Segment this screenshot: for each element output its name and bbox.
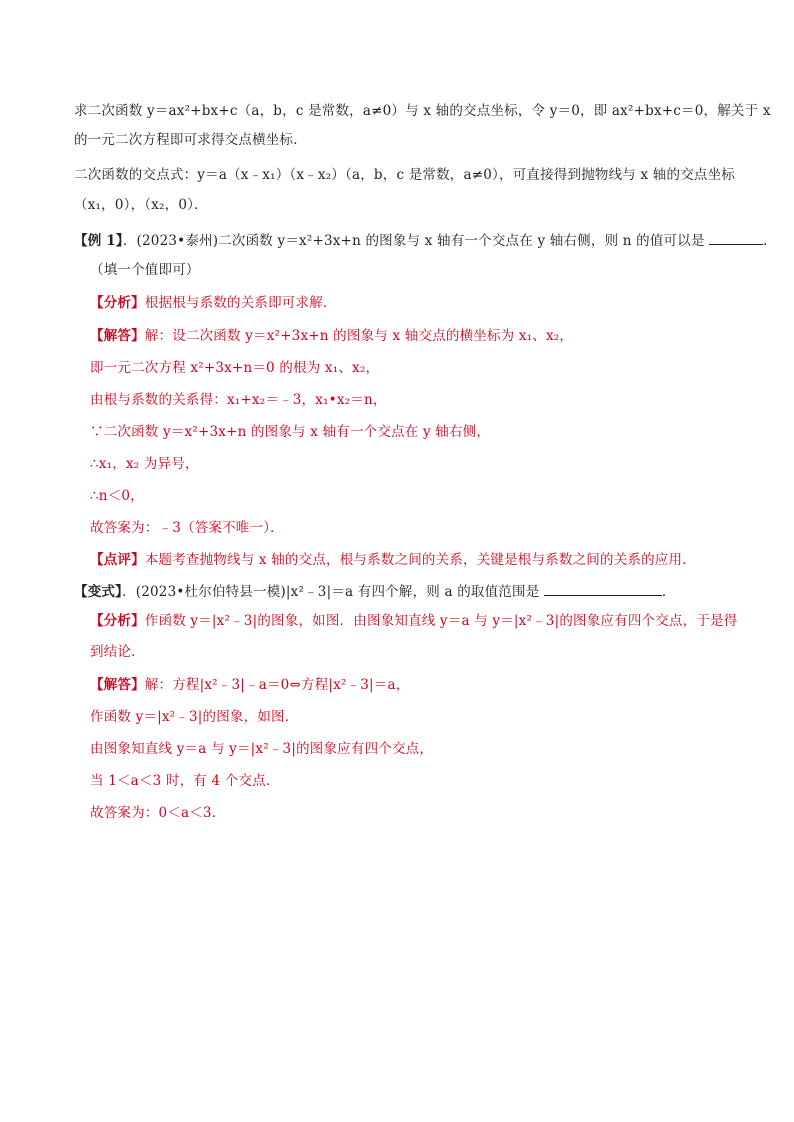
analysis-label: 【分析】 — [90, 613, 145, 629]
example1-source: ．(2023•泰州) — [122, 233, 219, 249]
variant-question-text: |x²﹣3|＝a 有四个解，则 a 的取值范围是 — [285, 584, 540, 600]
variant-question: 【变式】．(2023•杜尔伯特县一模)|x²﹣3|＝a 有四个解，则 a 的取值范围是 . — [74, 581, 666, 602]
example1-hint: （填一个值即可） — [90, 262, 200, 278]
variant-solution-line: 故答案为：0＜a＜3． — [90, 805, 226, 821]
variant-source: ．(2023•杜尔伯特县一模) — [122, 584, 286, 600]
variant-solution-line: 当 1＜a＜3 时，有 4 个交点． — [90, 773, 280, 789]
example1-solution-line: ∵二次函数 y＝x²+3x+n 的图象与 x 轴有一个交点在 y 轴右侧， — [90, 424, 491, 440]
solution-text: 解：方程|x²﹣3|﹣a＝0⇔方程|x²﹣3|＝a， — [144, 677, 410, 693]
variant-tag: 【变式】 — [74, 584, 123, 600]
intro-line-1 — [74, 101, 771, 121]
analysis-text: 根据根与系数的关系即可求解． — [144, 295, 337, 311]
variant-solution-line: 作函数 y＝|x²﹣3|的图象，如图． — [90, 709, 299, 725]
intro-text: 求二次函数 — [74, 103, 147, 119]
intro-line-3: 二次函数的交点式：y＝a（x﹣x₁）（x﹣x₂）（a，b，c 是常数，a≠0），可直接得到抛物线与 x 轴的交点坐标 — [74, 167, 735, 183]
solution-text: 解：设二次函数 y＝x²+3x+n 的图象与 x 轴交点的横坐标为 x₁、x₂， — [144, 328, 574, 344]
analysis-text: 作函数 y＝|x²﹣3|的图象，如图．由图象知直线 y＝a 与 y＝|x²﹣3|的图象应有四个交点，于是得 — [144, 613, 738, 629]
comment-text: 本题考查抛物线与 x 轴的交点，根与系数之间的关系，关键是根与系数之间的关系的应用． — [144, 552, 696, 568]
example1-solution-line: 即一元二次方程 x²+3x+n＝0 的根为 x₁、x₂， — [90, 360, 380, 376]
intro-equation: y＝ax²+bx+c — [147, 103, 238, 119]
answer-blank — [544, 581, 662, 596]
solution-label: 【解答】 — [90, 677, 145, 693]
example1-question-text: 二次函数 y＝x²+3x+n 的图象与 x 轴有一个交点在 y 轴右侧，则 n 的值可以是 — [218, 233, 705, 249]
variant-analysis — [90, 611, 737, 631]
example1-solution-line: 故答案为：﹣3（答案不唯一）． — [90, 520, 284, 536]
intro-line-2: 的一元二次方程即可求得交点横坐标． — [74, 132, 307, 148]
example1-solution-line: ∴x₁，x₂ 为异号， — [90, 456, 199, 472]
variant-analysis-cont: 到结论． — [90, 644, 145, 660]
comment-label: 【点评】 — [90, 552, 145, 568]
intro-line-4: （x₁，0），（x₂，0）． — [74, 197, 208, 213]
analysis-label: 【分析】 — [90, 295, 145, 311]
example1-solution-line: ∴n＜0， — [90, 488, 144, 504]
example1-comment — [90, 550, 696, 570]
variant-solution-line: 由图象知直线 y＝a 与 y＝|x²﹣3|的图象应有四个交点， — [90, 741, 434, 757]
example1-solution-line — [90, 326, 573, 346]
example1-analysis — [90, 293, 337, 313]
solution-label: 【解答】 — [90, 328, 145, 344]
answer-blank — [709, 230, 763, 245]
intro-text: （a，b，c 是常数，a≠0）与 x 轴的交点坐标，令 y＝0，即 ax²+bx+c＝0，解关于 x — [237, 103, 771, 119]
example1-tag: 【例 1】 — [74, 233, 123, 249]
variant-solution-line — [90, 675, 409, 695]
example1-solution-line: 由根与系数的关系得：x₁+x₂＝﹣3，x₁•x₂＝n， — [90, 392, 387, 408]
example1-question: 【例 1】．(2023•泰州)二次函数 y＝x²+3x+n 的图象与 x 轴有一个交点在 y 轴右侧，则 n 的值可以是 . — [74, 230, 768, 251]
